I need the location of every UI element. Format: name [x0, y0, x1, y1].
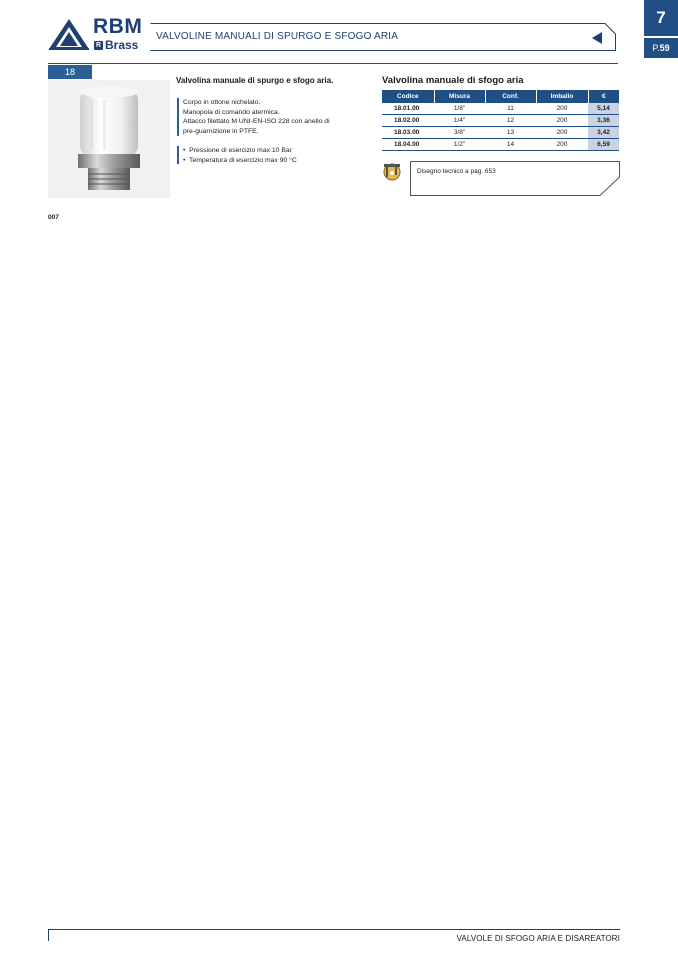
spec-item: • Pressione di esercizio max 10 Bar	[183, 147, 292, 154]
technical-drawing-link[interactable]: Disegno tecnico a pag. 653	[417, 168, 496, 175]
table-row	[382, 139, 619, 151]
logo-subtitle	[94, 38, 138, 52]
cell-packaging: 200	[536, 115, 588, 127]
column-header-pack: Conf.	[485, 90, 536, 103]
spec-item: • Temperatura di esercizio max 90 °C	[183, 156, 297, 164]
footer-divider	[48, 929, 620, 930]
logo-wordmark: RBM	[93, 15, 143, 38]
table-row	[382, 103, 619, 115]
product-number-badge: 18	[48, 65, 92, 79]
rbm-brass-logo	[48, 15, 148, 54]
cell-price: 3,36	[588, 115, 619, 127]
registered-mark-icon: R	[95, 41, 102, 49]
cell-pack: 12	[485, 115, 536, 127]
cell-price: 5,14	[588, 103, 619, 115]
column-header-packaging: Imballo	[536, 90, 588, 103]
price-table	[382, 90, 619, 151]
cell-size: 1/8"	[434, 103, 485, 115]
column-header-size: Misura	[434, 90, 485, 103]
cell-size: 1/4"	[434, 115, 485, 127]
cell-code: 18.03.00	[382, 127, 434, 139]
description-line: Corpo in ottone nichelato.	[183, 99, 261, 106]
cell-size: 1/2"	[434, 139, 485, 151]
cell-size: 3/8"	[434, 127, 485, 139]
cell-packaging: 200	[536, 139, 588, 151]
air-vent-valve-icon	[48, 80, 170, 198]
chapter-tab[interactable]: 7	[644, 0, 678, 36]
page-number-badge	[644, 38, 678, 58]
caliper-drawing-icon	[381, 160, 403, 182]
footer-section-title: VALVOLE DI SFOGO ARIA E DISAREATORI	[456, 934, 620, 943]
column-header-code: Codice	[382, 90, 434, 103]
column-header-price: €	[588, 90, 619, 103]
page-title: VALVOLINE MANUALI DI SPURGO E SFOGO ARIA	[156, 31, 399, 42]
cell-packaging: 200	[536, 103, 588, 115]
footer-tick	[48, 929, 49, 941]
product-title: Valvolina manuale di spurgo e sfogo aria.	[176, 76, 334, 85]
product-specs	[183, 146, 297, 165]
page-prefix: P.	[652, 43, 660, 53]
cell-price: 3,42	[588, 127, 619, 139]
description-line: Manopola di comando atermica.	[183, 108, 280, 116]
cell-pack: 11	[485, 103, 536, 115]
product-description	[183, 98, 353, 136]
section-header	[150, 23, 616, 51]
table-row	[382, 115, 619, 127]
cell-code: 18.01.00	[382, 103, 434, 115]
table-header-row	[382, 90, 619, 103]
table-title: Valvolina manuale di sfogo aria	[382, 75, 524, 86]
cell-pack: 13	[485, 127, 536, 139]
product-image	[48, 80, 170, 198]
cell-price: 6,59	[588, 139, 619, 151]
description-accent-bar	[177, 98, 179, 136]
technical-drawing-note[interactable]	[410, 161, 620, 196]
header-divider	[48, 63, 618, 64]
page-number: 59	[659, 43, 670, 53]
bullets-accent-bar	[177, 146, 179, 164]
cell-pack: 14	[485, 139, 536, 151]
catalog-code: 007	[48, 214, 59, 221]
cell-code: 18.02.00	[382, 115, 434, 127]
note-frame	[410, 161, 620, 196]
logo-sub-label: Brass	[105, 38, 139, 52]
triangle-pointer-icon	[592, 32, 602, 44]
cell-packaging: 200	[536, 127, 588, 139]
cell-code: 18.04.00	[382, 139, 434, 151]
logo-triangle-icon	[48, 18, 90, 50]
table-row	[382, 127, 619, 139]
description-line: pre-guarnizione in PTFE.	[183, 127, 259, 135]
description-line: Attacco filettato M UNI-EN-ISO 228 con anello di	[183, 118, 330, 125]
